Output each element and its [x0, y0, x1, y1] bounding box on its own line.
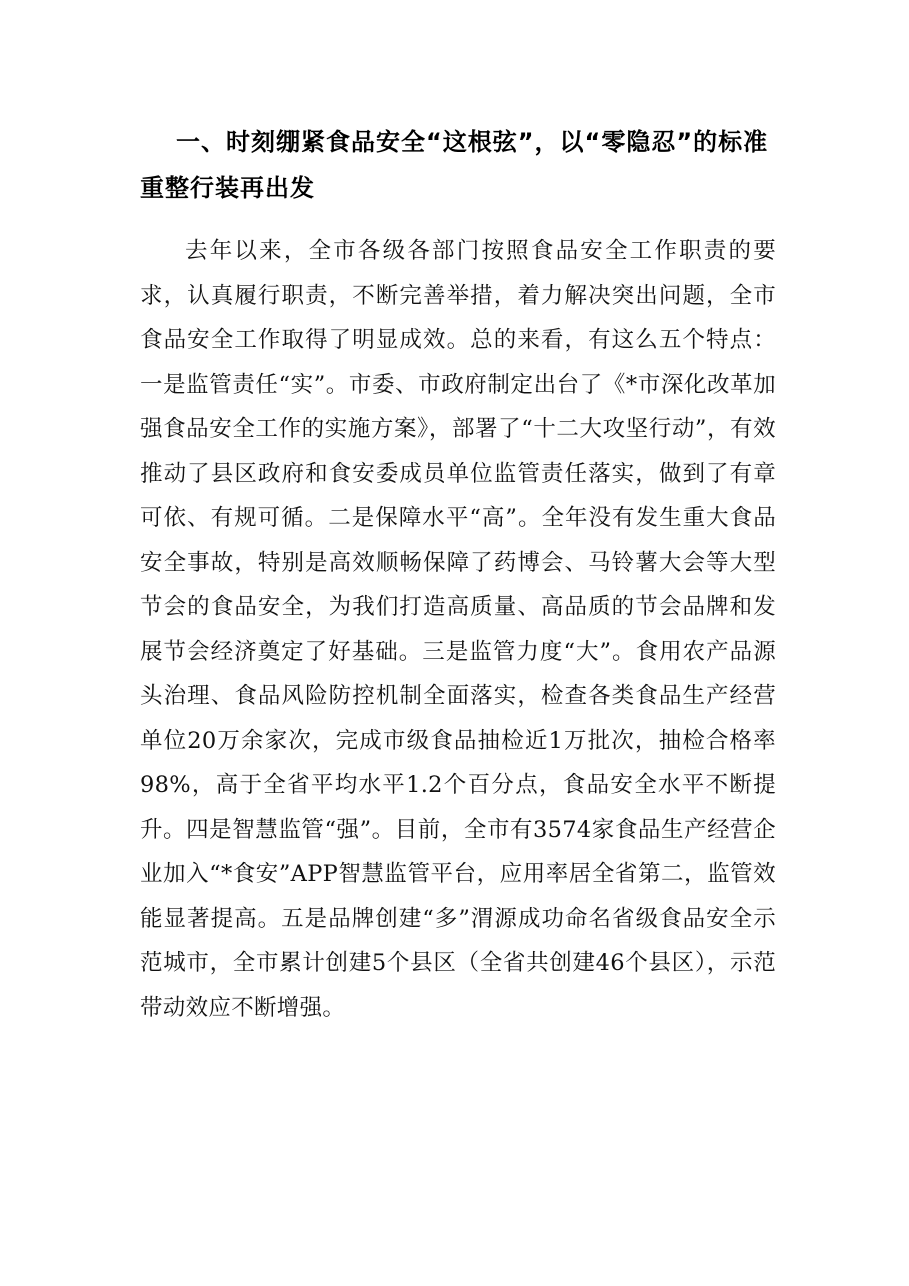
section-heading: 一、时刻绷紧食品安全“这根弦”，以“零隐忍”的标准重整行装再出发: [140, 128, 769, 202]
body-paragraph: 去年以来，全市各级各部门按照食品安全工作职责的要求，认真履行职责，不断完善举措，着力解决突出问题，全市食品安全工作取得了明显成效。总的来看，有这么五个特点：一是监管责任“实”。市委、市政府制定出台了《*市深化改革加强食品安全工作的实施方案》，部署了“十二大攻坚行动”，有效推动了县区政府和食安委成员单位监管责任落实，做到了有章可依、有规可循。二是保障水平“高”。全年没有发生重大食品安全事故，特别是高效顺畅保障了药博会、马铃薯大会等大型节会的食品安全，为我们打造高质量、高品质的节会品牌和发展节会经济奠定了好基础。三是监管力度“大”。食用农产品源头治理、食品风险防控机制全面落实，检查各类食品生产经营单位20万余家次，完成市级食品抽检近1万批次，抽检合格率98%，高于全省平均水平1.2个百分点，食品安全水平不断提升。四是智慧监管“强”。目前，全市有3574家食品生产经营企业加入“*食安”APP智慧监管平台，应用率居全省第二，监管效能显著提高。五是品牌创建“多”渭源成功命名省级食品安全示范城市，全市累计创建5个县区（全省共创建46个县区），示范带动效应不断增强。: [140, 238, 776, 1021]
